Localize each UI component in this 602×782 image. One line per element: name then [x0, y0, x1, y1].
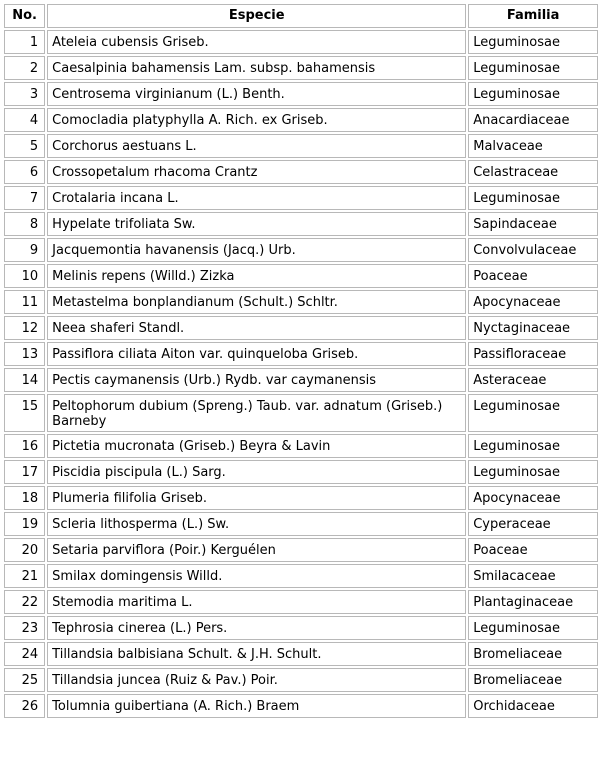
- cell-no: 20: [4, 538, 45, 562]
- cell-no: 25: [4, 668, 45, 692]
- cell-no: 8: [4, 212, 45, 236]
- cell-familia: Leguminosae: [468, 186, 598, 210]
- cell-especie: Neea shaferi Standl.: [47, 316, 466, 340]
- table-row: [4, 668, 598, 692]
- cell-familia: Leguminosae: [468, 30, 598, 54]
- cell-no: 6: [4, 160, 45, 184]
- table-row: [4, 56, 598, 80]
- cell-no: 15: [4, 394, 45, 432]
- cell-especie: Piscidia piscipula (L.) Sarg.: [47, 460, 466, 484]
- cell-familia: Leguminosae: [468, 82, 598, 106]
- cell-no: 13: [4, 342, 45, 366]
- table-row: [4, 186, 598, 210]
- table-row: [4, 460, 598, 484]
- cell-familia: Leguminosae: [468, 394, 598, 432]
- table-row: [4, 616, 598, 640]
- table-row: [4, 212, 598, 236]
- cell-no: 12: [4, 316, 45, 340]
- cell-especie: Scleria lithosperma (L.) Sw.: [47, 512, 466, 536]
- cell-familia: Poaceae: [468, 264, 598, 288]
- cell-no: 1: [4, 30, 45, 54]
- cell-no: 22: [4, 590, 45, 614]
- table-row: [4, 238, 598, 262]
- table-row: [4, 434, 598, 458]
- cell-especie: Metastelma bonplandianum (Schult.) Schltr.: [47, 290, 466, 314]
- header-especie: Especie: [47, 4, 466, 28]
- cell-no: 17: [4, 460, 45, 484]
- table-row: [4, 342, 598, 366]
- species-table: [2, 2, 600, 720]
- table-row: [4, 486, 598, 510]
- cell-familia: Smilacaceae: [468, 564, 598, 588]
- cell-familia: Plantaginaceae: [468, 590, 598, 614]
- cell-familia: Bromeliaceae: [468, 642, 598, 666]
- cell-no: 24: [4, 642, 45, 666]
- cell-familia: Apocynaceae: [468, 486, 598, 510]
- cell-familia: Anacardiaceae: [468, 108, 598, 132]
- table-row: [4, 108, 598, 132]
- cell-no: 5: [4, 134, 45, 158]
- cell-especie: Tolumnia guibertiana (A. Rich.) Braem: [47, 694, 466, 718]
- cell-familia: Celastraceae: [468, 160, 598, 184]
- table-row: [4, 394, 598, 432]
- cell-familia: Apocynaceae: [468, 290, 598, 314]
- table-body: [4, 30, 598, 718]
- cell-familia: Passifloraceae: [468, 342, 598, 366]
- cell-especie: Pictetia mucronata (Griseb.) Beyra & Lavin: [47, 434, 466, 458]
- cell-especie: Peltophorum dubium (Spreng.) Taub. var. adnatum (Griseb.) Barneby: [47, 394, 466, 432]
- cell-familia: Sapindaceae: [468, 212, 598, 236]
- cell-familia: Leguminosae: [468, 56, 598, 80]
- table-row: [4, 512, 598, 536]
- cell-no: 11: [4, 290, 45, 314]
- table-row: [4, 564, 598, 588]
- table-header-row: [4, 4, 598, 28]
- cell-especie: Tephrosia cinerea (L.) Pers.: [47, 616, 466, 640]
- cell-familia: Nyctaginaceae: [468, 316, 598, 340]
- table-row: [4, 368, 598, 392]
- cell-especie: Pectis caymanensis (Urb.) Rydb. var caymanensis: [47, 368, 466, 392]
- cell-especie: Stemodia maritima L.: [47, 590, 466, 614]
- cell-especie: Corchorus aestuans L.: [47, 134, 466, 158]
- cell-no: 3: [4, 82, 45, 106]
- cell-familia: Bromeliaceae: [468, 668, 598, 692]
- table-row: [4, 264, 598, 288]
- cell-no: 4: [4, 108, 45, 132]
- cell-no: 14: [4, 368, 45, 392]
- table-row: [4, 316, 598, 340]
- cell-familia: Leguminosae: [468, 616, 598, 640]
- cell-especie: Centrosema virginianum (L.) Benth.: [47, 82, 466, 106]
- table-row: [4, 82, 598, 106]
- table-row: [4, 30, 598, 54]
- cell-no: 16: [4, 434, 45, 458]
- cell-familia: Leguminosae: [468, 460, 598, 484]
- cell-especie: Crotalaria incana L.: [47, 186, 466, 210]
- cell-especie: Hypelate trifoliata Sw.: [47, 212, 466, 236]
- table-row: [4, 134, 598, 158]
- header-no: No.: [4, 4, 45, 28]
- cell-especie: Passiflora ciliata Aiton var. quinqueloba Griseb.: [47, 342, 466, 366]
- cell-especie: Jacquemontia havanensis (Jacq.) Urb.: [47, 238, 466, 262]
- cell-especie: Tillandsia balbisiana Schult. & J.H. Schult.: [47, 642, 466, 666]
- cell-especie: Comocladia platyphylla A. Rich. ex Griseb.: [47, 108, 466, 132]
- cell-no: 7: [4, 186, 45, 210]
- cell-familia: Cyperaceae: [468, 512, 598, 536]
- cell-familia: Orchidaceae: [468, 694, 598, 718]
- cell-especie: Melinis repens (Willd.) Zizka: [47, 264, 466, 288]
- header-familia: Familia: [468, 4, 598, 28]
- cell-no: 10: [4, 264, 45, 288]
- cell-no: 2: [4, 56, 45, 80]
- cell-no: 19: [4, 512, 45, 536]
- cell-no: 23: [4, 616, 45, 640]
- table-row: [4, 160, 598, 184]
- cell-especie: Plumeria filifolia Griseb.: [47, 486, 466, 510]
- cell-especie: Ateleia cubensis Griseb.: [47, 30, 466, 54]
- cell-no: 26: [4, 694, 45, 718]
- table-row: [4, 694, 598, 718]
- table-row: [4, 642, 598, 666]
- table-row: [4, 538, 598, 562]
- cell-no: 9: [4, 238, 45, 262]
- cell-familia: Poaceae: [468, 538, 598, 562]
- table-row: [4, 590, 598, 614]
- cell-especie: Setaria parviflora (Poir.) Kerguélen: [47, 538, 466, 562]
- cell-no: 18: [4, 486, 45, 510]
- cell-familia: Convolvulaceae: [468, 238, 598, 262]
- cell-familia: Asteraceae: [468, 368, 598, 392]
- cell-familia: Leguminosae: [468, 434, 598, 458]
- table-row: [4, 290, 598, 314]
- cell-especie: Crossopetalum rhacoma Crantz: [47, 160, 466, 184]
- cell-familia: Malvaceae: [468, 134, 598, 158]
- cell-no: 21: [4, 564, 45, 588]
- cell-especie: Smilax domingensis Willd.: [47, 564, 466, 588]
- cell-especie: Caesalpinia bahamensis Lam. subsp. bahamensis: [47, 56, 466, 80]
- cell-especie: Tillandsia juncea (Ruiz & Pav.) Poir.: [47, 668, 466, 692]
